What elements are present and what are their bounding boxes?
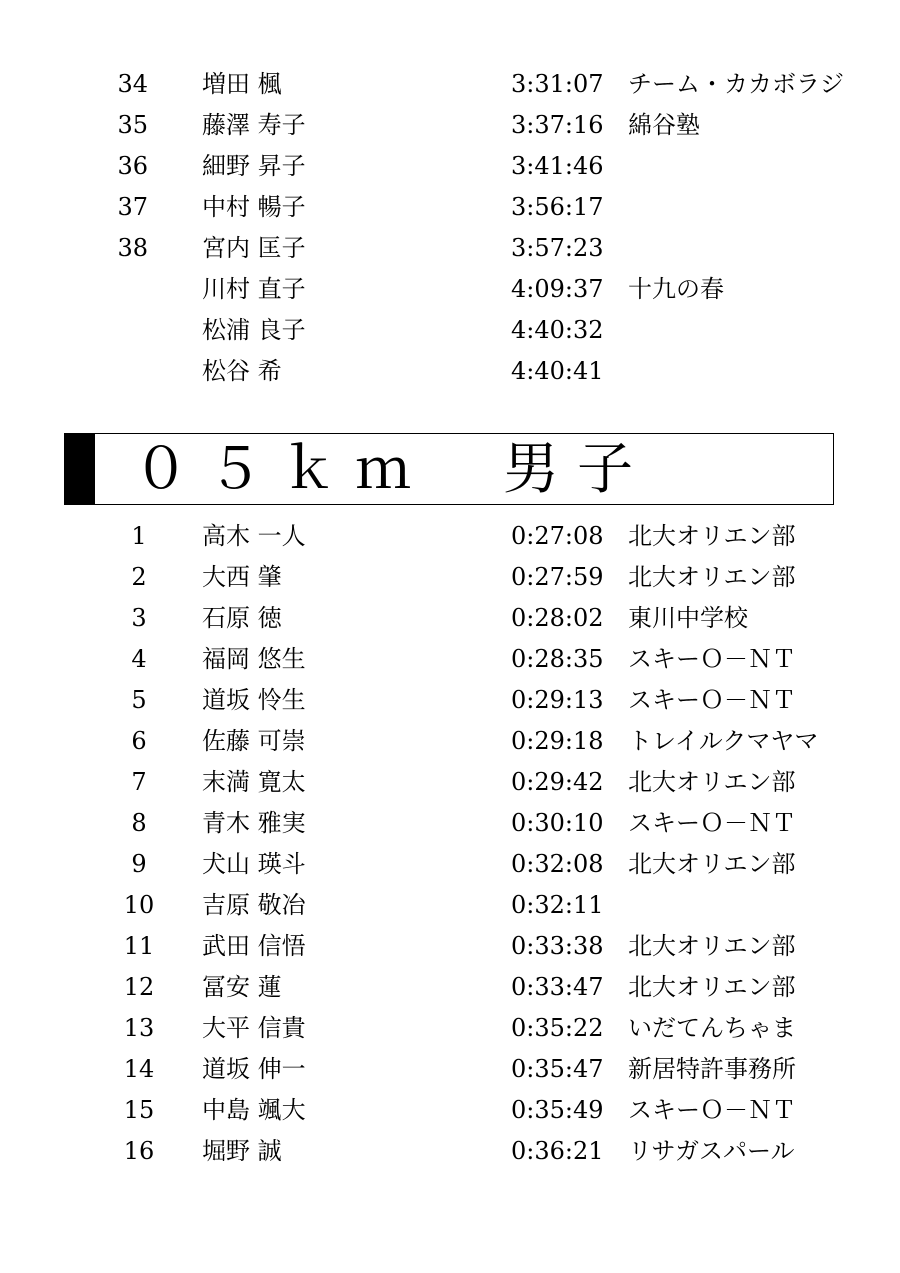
rank: 38: [117, 234, 148, 262]
finish-time: 0:27:59: [511, 563, 604, 591]
table-row: [0, 1049, 900, 1090]
finish-time: 0:35:22: [511, 1014, 604, 1042]
club-name: スキーＯ－ＮＴ: [628, 645, 796, 673]
runner-name: 堀野 誠: [202, 1137, 282, 1165]
club-name: 北大オリエン部: [628, 850, 796, 878]
rank: 15: [123, 1096, 155, 1124]
runner-name: 高木 一人: [202, 522, 306, 550]
finish-time: 3:31:07: [511, 70, 604, 98]
runner-name: 川村 直子: [202, 275, 306, 303]
rank: 35: [117, 111, 148, 139]
runner-name: 大平 信貴: [202, 1014, 306, 1042]
finish-time: 4:40:32: [511, 316, 604, 344]
club-name: トレイルクマヤマ: [628, 727, 819, 755]
finish-time: 0:29:13: [511, 686, 604, 714]
finish-time: 0:35:47: [511, 1055, 604, 1083]
finish-time: 0:28:35: [511, 645, 604, 673]
finish-time: 0:29:42: [511, 768, 604, 796]
finish-time: 0:33:38: [511, 932, 604, 960]
table-row: [0, 310, 900, 351]
rank: 36: [117, 152, 148, 180]
rank: 1: [131, 522, 147, 550]
runner-name: 藤澤 寿子: [202, 111, 306, 139]
finish-time: 3:41:46: [511, 152, 604, 180]
club-name: チーム・カカボラジ: [628, 70, 844, 98]
finish-time: 0:36:21: [511, 1137, 604, 1165]
table-row: [0, 228, 900, 269]
club-name: 北大オリエン部: [628, 563, 796, 591]
rank: 2: [131, 563, 147, 591]
table-row: [0, 598, 900, 639]
table-row: [0, 967, 900, 1008]
finish-time: 0:28:02: [511, 604, 604, 632]
rank: 10: [123, 891, 155, 919]
runner-name: 佐藤 可崇: [202, 727, 306, 755]
table-row: [0, 557, 900, 598]
rank: 13: [123, 1014, 155, 1042]
rank: 34: [117, 70, 148, 98]
club-name: スキーＯ－ＮＴ: [628, 809, 796, 837]
club-name: 綿谷塾: [628, 111, 700, 139]
rank: 7: [131, 768, 147, 796]
table-row: [0, 680, 900, 721]
section-header: [64, 433, 834, 505]
rank: 9: [131, 850, 147, 878]
table-row: [0, 762, 900, 803]
runner-name: 武田 信悟: [202, 932, 306, 960]
finish-time: 4:40:41: [511, 357, 604, 385]
header-accent-bar: [65, 434, 95, 504]
table-row: [0, 844, 900, 885]
table-row: [0, 1008, 900, 1049]
club-name: リサガスパール: [628, 1137, 795, 1165]
table-row: [0, 1131, 900, 1172]
table-row: [0, 516, 900, 557]
finish-time: 3:56:17: [511, 193, 604, 221]
finish-time: 0:30:10: [511, 809, 604, 837]
rank: 4: [131, 645, 147, 673]
runner-name: 道坂 怜生: [202, 686, 306, 714]
club-name: いだてんちゃま: [628, 1014, 796, 1042]
table-row: [0, 146, 900, 187]
finish-time: 0:35:49: [511, 1096, 604, 1124]
finish-time: 4:09:37: [511, 275, 604, 303]
runner-name: 大西 肇: [202, 563, 282, 591]
finish-time: 0:32:08: [511, 850, 604, 878]
table-row: [0, 926, 900, 967]
club-name: 新居特許事務所: [628, 1055, 796, 1083]
runner-name: 福岡 悠生: [202, 645, 306, 673]
runner-name: 冨安 蓮: [202, 973, 282, 1001]
finish-time: 3:37:16: [511, 111, 604, 139]
table-row: [0, 105, 900, 146]
runner-name: 増田 楓: [202, 70, 282, 98]
club-name: スキーＯ－ＮＴ: [628, 686, 796, 714]
rank: 11: [123, 932, 155, 960]
club-name: 北大オリエン部: [628, 768, 796, 796]
section-title: ０５ｋｍ 男子: [133, 437, 651, 502]
runner-name: 中村 暢子: [202, 193, 306, 221]
rank: 3: [131, 604, 147, 632]
runner-name: 末満 寛太: [202, 768, 306, 796]
runner-name: 宮内 匡子: [202, 234, 306, 262]
club-name: 北大オリエン部: [628, 932, 796, 960]
runner-name: 道坂 伸一: [202, 1055, 306, 1083]
club-name: 十九の春: [628, 275, 724, 303]
club-name: 北大オリエン部: [628, 522, 796, 550]
club-name: 北大オリエン部: [628, 973, 796, 1001]
rank: 16: [123, 1137, 155, 1165]
rank: 12: [123, 973, 155, 1001]
table-row: [0, 639, 900, 680]
runner-name: 石原 徳: [202, 604, 282, 632]
rank: 37: [117, 193, 148, 221]
finish-time: 0:33:47: [511, 973, 604, 1001]
table-row: [0, 269, 900, 310]
table-row: [0, 187, 900, 228]
rank: 8: [131, 809, 147, 837]
table-row: [0, 721, 900, 762]
rank: 5: [131, 686, 147, 714]
rank: 14: [123, 1055, 155, 1083]
table-row: [0, 803, 900, 844]
runner-name: 細野 昇子: [202, 152, 306, 180]
club-name: 東川中学校: [628, 604, 748, 632]
runner-name: 松浦 良子: [202, 316, 306, 344]
finish-time: 3:57:23: [511, 234, 604, 262]
runner-name: 松谷 希: [202, 357, 282, 385]
finish-time: 0:32:11: [511, 891, 604, 919]
runner-name: 中島 颯大: [202, 1096, 306, 1124]
table-row: [0, 1090, 900, 1131]
runner-name: 吉原 敬冶: [202, 891, 306, 919]
runner-name: 犬山 瑛斗: [202, 850, 306, 878]
rank: 6: [131, 727, 147, 755]
table-row: [0, 64, 900, 105]
finish-time: 0:27:08: [511, 522, 604, 550]
runner-name: 青木 雅実: [202, 809, 306, 837]
table-row: [0, 351, 900, 392]
finish-time: 0:29:18: [511, 727, 604, 755]
club-name: スキーＯ－ＮＴ: [628, 1096, 796, 1124]
table-row: [0, 885, 900, 926]
